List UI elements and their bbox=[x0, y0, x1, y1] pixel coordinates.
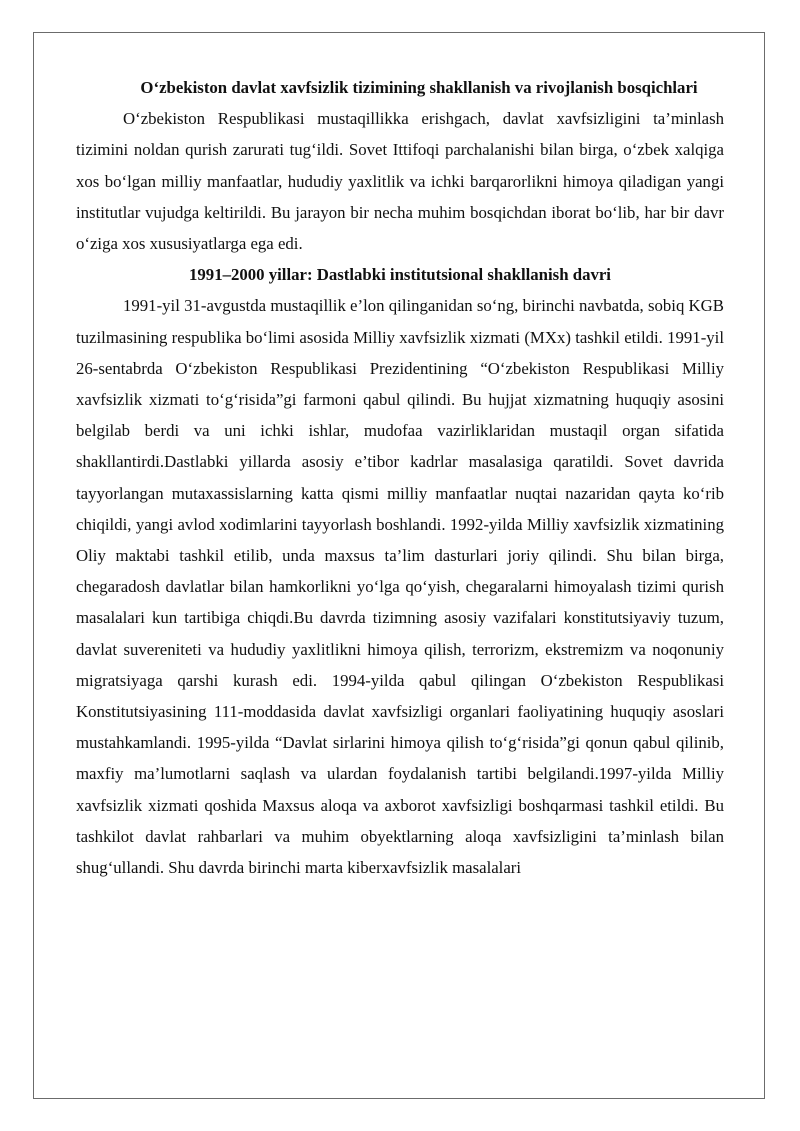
section-paragraph: 1991-yil 31-avgustda mustaqillik e’lon qilinganidan so‘ng, birinchi navbatda, sobiq KGB tuzilmasining respublika bo‘limi asosida Milliy xavfsizlik xizmati (MXx) tashkil etildi. 1991-yil 26-sentabrda O‘zbekiston Respublikasi Prezidentining “O‘zbekiston Respublikasi Milliy xavfsizlik xizmati to‘g‘risida”gi farmoni qabul qilindi. Bu hujjat xizmatning huquqiy asosini belgilab berdi va uni ichki ishlar, mudofaa vazirliklaridan mustaqil organ sifatida shakllantirdi.Dastlabki yillarda asosiy e’tibor kadrlar masalasiga qaratildi. Sovet davrida tayyorlangan mutaxassislarning katta qismi milliy manfaatlar nuqtai nazaridan qayta ko‘rib chiqildi, yangi avlod xodimlarini tayyorlash boshlandi. 1992-yilda Milliy xavfsizlik xizmatining Oliy maktabi tashkil etilib, unda maxsus ta’lim dasturlari joriy qilindi. Shu bilan birga, chegaradosh davlatlar bilan hamkorlikni yo‘lga qo‘yish, chegaralarni himoyalash tizimi qurish masalalari kun tartibiga chiqdi.Bu davrda tizimning asosiy vazifalari konstitutsiyaviy tuzum, davlat suvereniteti va hududiy yaxlitlikni himoya qilish, terrorizm, ekstremizm va noqonuniy migratsiyaga qarshi kurash edi. 1994-yilda qabul qilingan O‘zbekiston Respublikasi Konstitutsiyasining 111-moddasida davlat xavfsizligi organlari faoliyatining huquqiy asoslari mustahkamlandi. 1995-yilda “Davlat sirlarini himoya qilish to‘g‘risida”gi qonun qabul qilinib, maxfiy ma’lumotlarni saqlash va ulardan foydalanish tartibi belgilandi.1997-yilda Milliy xavfsizlik xizmati qoshida Maxsus aloqa va axborot xavfsizligi boshqarmasi tashkil etildi. Bu tashkilot davlat rahbarlari va muhim obyektlarning aloqa xavfsizligini ta’minlash bilan shug‘ullandi. Shu davrda birinchi marta kiberxavfsizlik masalalari bbox=[76, 296, 724, 878]
document-title: O‘zbekiston davlat xavfsizlik tizimining shakllanish va rivojlanish bosqichlari bbox=[140, 78, 698, 97]
document-body bbox=[76, 72, 724, 883]
section-heading: 1991–2000 yillar: Dastlabki institutsional shakllanish davri bbox=[189, 265, 611, 285]
intro-paragraph: O‘zbekiston Respublikasi mustaqillikka erishgach, davlat xavfsizligini ta’minlash tizimini noldan qurish zarurati tug‘ildi. Sovet Ittifoqi parchalanishi bilan birga, o‘zbek xalqiga xos bo‘lgan milliy manfaatlar, hududiy yaxlitlik va ichki barqarorlikni himoya qiladigan yangi institutlar vujudga keltirildi. Bu jarayon bir necha muhim bosqichdan iborat bo‘lib, har bir davr o‘ziga xos xususiyatlarga ega edi. bbox=[76, 109, 724, 254]
